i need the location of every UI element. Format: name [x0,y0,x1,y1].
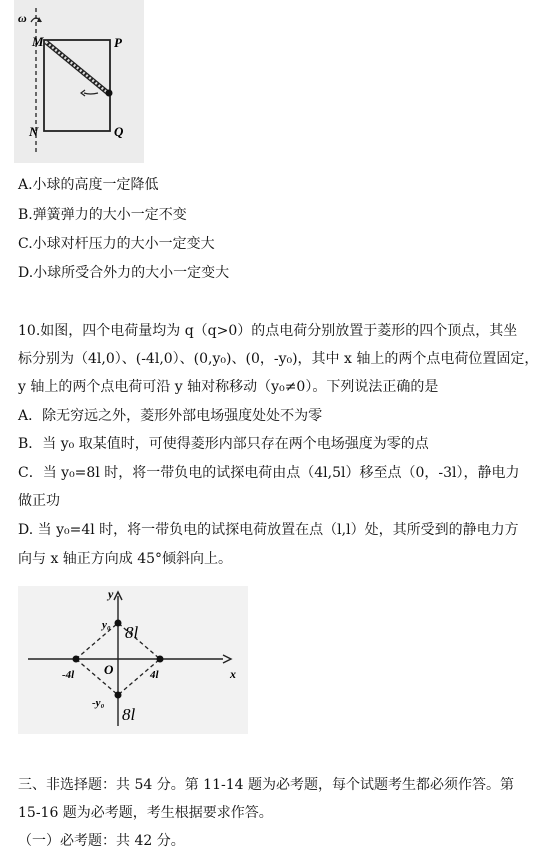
pos-4l-label: 4l [150,669,159,681]
rhombus-charges-figure [18,586,248,734]
q10-option-c-line-2: 做正功 [18,493,60,509]
q10-option-b: B．当 y₀ 取某值时，可使得菱形内部只存在两个电场强度为零的点 [18,436,429,452]
origin-label: O [104,662,114,677]
label-Q: Q [114,124,124,139]
q10-option-a: A．除无穷远之外，菱形外部电场强度处处不为零 [18,408,323,424]
q9-option-d: D.小球所受合外力的大小一定变大 [18,265,230,281]
q10-stem-line-3: y 轴上的两个点电荷可沿 y 轴对称移动（y₀≠0）。下列说法正确的是 [18,379,439,395]
section3-line-2: 15-16 题为必考题，考生根据要求作答。 [18,805,273,821]
q9-option-b: B.弹簧弹力的大小一定不变 [18,207,187,223]
y0-label: y₀ [102,619,111,631]
q9-option-a: A.小球的高度一定降低 [18,177,159,193]
section3-line-1: 三、非选择题：共 54 分。第 11-14 题为必考题，每个试题考生都必须作答。第 [18,777,514,793]
label-N: N [29,124,39,139]
section3-line-3: （一）必考题：共 42 分。 [18,833,185,849]
q10-option-d-line-2: 向与 x 轴正方向成 45°倾斜向上。 [18,551,233,567]
label-M: M [32,34,44,49]
handwritten-note-bottom: 8l [122,705,136,724]
handwritten-note-top: 8l [125,623,139,642]
label-P: P [114,35,122,50]
omega-label: ω [18,11,27,25]
q10-stem-line-2: 标分别为（4l,0）、(-4l,0）、(0,y₀)、(0，-y₀)，其中 x 轴上的两个点电荷位置固定， [18,351,539,367]
rotating-frame-figure [14,0,144,163]
q10-stem-line-1: 10.如图，四个电荷量均为 q（q>0）的点电荷分别放置于菱形的四个顶点，其坐 [18,323,518,339]
axis-y-label: y [108,587,114,601]
neg-4l-label: -4l [62,669,75,681]
neg-y0-label: -y₀ [92,697,105,709]
q10-option-c-line-1: C．当 y₀=8l 时，将一带负电的试探电荷由点（4l,5l）移至点（0，-3l），静电力 [18,465,520,481]
q9-option-c: C.小球对杆压力的大小一定变大 [18,236,215,252]
q10-option-d-line-1: D. 当 y₀=4l 时，将一带负电的试探电荷放置在点（l,l）处，其所受到的静电力方 [18,522,519,538]
axis-x-label: x [230,667,236,681]
